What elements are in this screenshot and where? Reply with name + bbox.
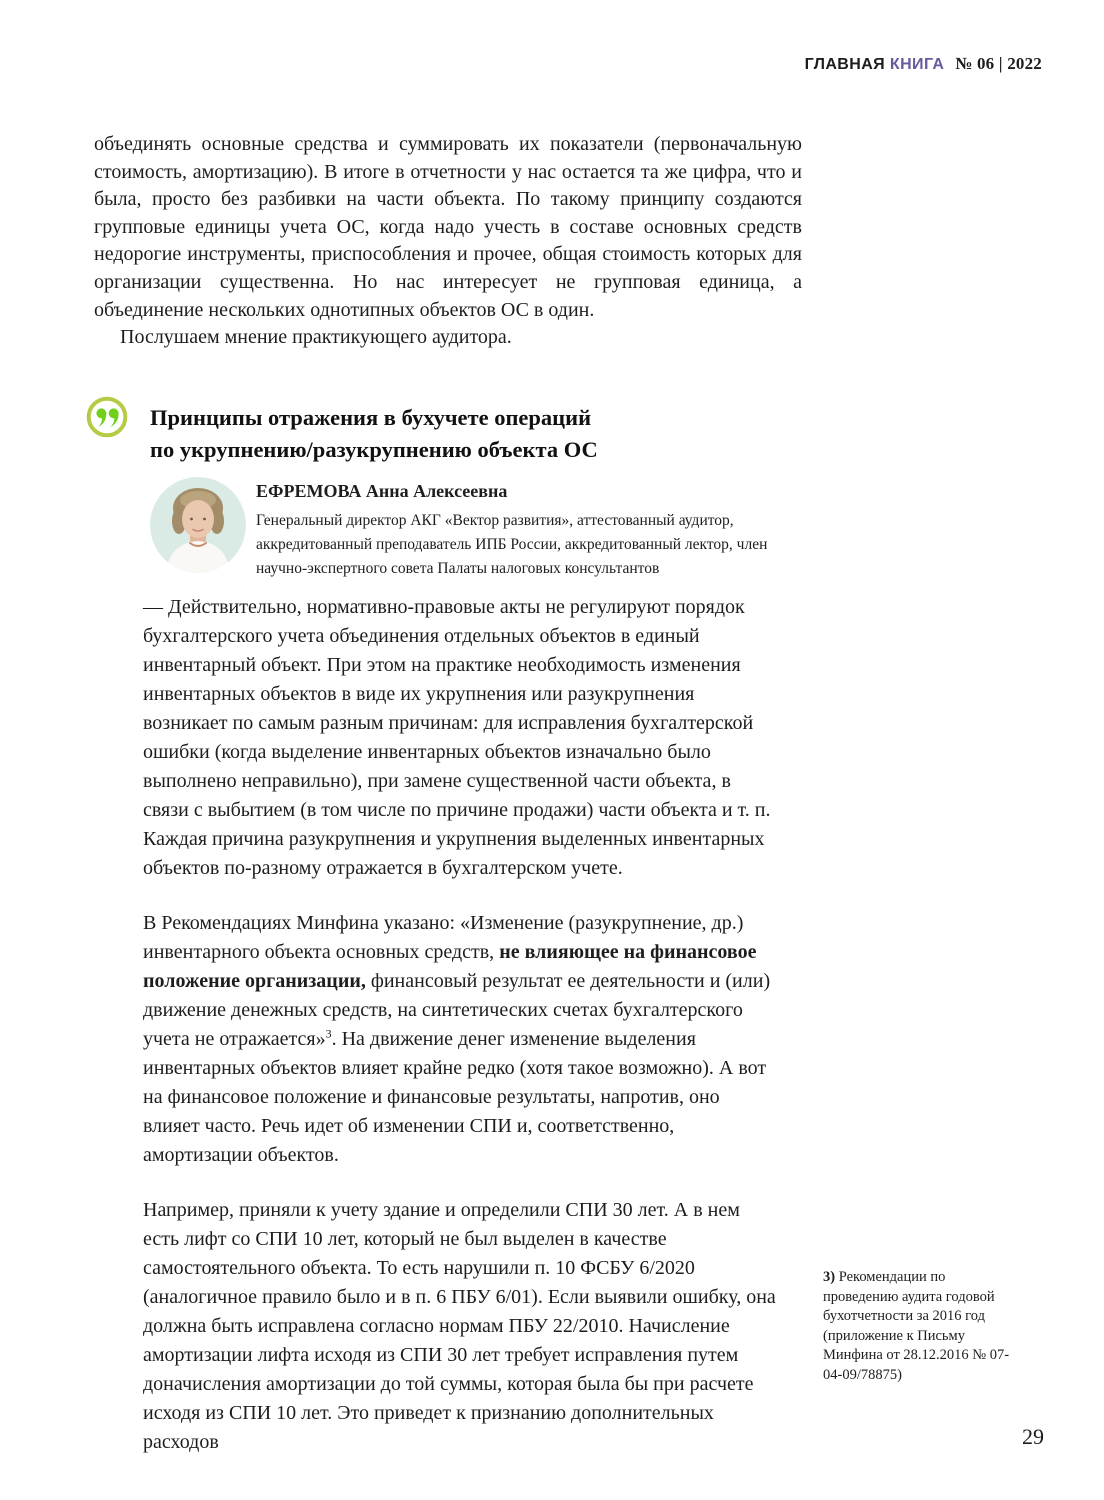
- footnote-marker: 3): [823, 1269, 836, 1285]
- answer-paragraph-2-pre: В Рекомендациях Минфина указано: «Изменение (разукрупнение, др.) инвентарного объекта основных средств,: [143, 912, 744, 963]
- section-heading-line2: по укрупнению/разукрупнению объекта ОС: [150, 437, 598, 462]
- author-photo: [150, 477, 246, 573]
- answer-paragraph-2-bold-emphasis: не влияющее на финансовое положение организации,: [143, 941, 757, 992]
- intro-paragraph-2: Послушаем мнение практикующего аудитора.: [120, 326, 512, 349]
- magazine-title-part1: ГЛАВНАЯ: [804, 56, 886, 73]
- footnote-reference: 3: [325, 1026, 332, 1041]
- answer-paragraph-2-mid: финансовый результат ее деятельности и (или) движение денежных средств, на синтетических счетах бухгалтерского учета не отражается»: [143, 970, 771, 1050]
- quote-icon-svg: [86, 396, 128, 438]
- margin-footnote: [823, 1268, 1011, 1386]
- answer-text: [143, 593, 776, 1483]
- section-heading-line1: Принципы отражения в бухучете операций: [150, 405, 592, 430]
- answer-paragraph-3: Например, приняли к учету здание и определили СПИ 30 лет. А в нем есть лифт со СПИ 10 лет, который не был выделен в качестве самостоятельного объекта. То есть нарушили п. 10 ФСБУ 6/2020 (аналогичное правило было и в п. 6 ПБУ 6/01). Если выявили ошибку, она должна быть исправлена согласно нормам ПБУ 22/2010. Начисление амортизации лифта исходя из СПИ 30 лет требует исправления путем доначисления амортизации до той суммы, которая была бы при расчете исходя из СПИ 10 лет. Это приведет к признанию дополнительных расходов: [143, 1199, 776, 1453]
- author-block: [256, 481, 801, 581]
- author-name: ЕФРЕМОВА Анна Алексеевна: [256, 481, 508, 501]
- intro-text: [94, 131, 802, 352]
- issue-number: № 06 | 2022: [955, 54, 1042, 73]
- answer-paragraph-2: [143, 909, 776, 1170]
- magazine-header: [805, 54, 1042, 74]
- intro-paragraph-1: объединять основные средства и суммировать их показатели (первоначальную стоимость, амортизацию). В итоге в отчетности у нас остается та же цифра, что и была, просто без разбивки на части объекта. По такому принципу создаются групповые единицы учета ОС, когда надо учесть в составе основных средств недорогие инструменты, приспособления и прочее, общая стоимость которых для организации существенна. Но нас интересует не групповая единица, а объединение нескольких однотипных объектов ОС в один.: [94, 133, 802, 321]
- answer-paragraph-1: — Действительно, нормативно-правовые акты не регулируют порядок бухгалтерского учета объединения отдельных объектов в единый инвентарный объект. При этом на практике необходимость изменения инвентарных объектов в виде их укрупнения или разукрупнения возникает по самым разным причинам: для исправления бухгалтерской ошибки (когда выделение инвентарных объектов изначально было выполнено неправильно), при замене существенной части объекта, в связи с выбытием (в том числе по причине продажи) части объекта и т. п. Каждая причина разукрупнения и укрупнения выделенных инвентарных объектов по-разному отражается в бухгалтерском учете.: [143, 596, 771, 879]
- magazine-title-part2: КНИГА: [889, 56, 945, 73]
- author-bio: Генеральный директор АКГ «Вектор развития», аттестованный аудитор, аккредитованный преподаватель ИПБ России, аккредитованный лектор, член научно-экспертного совета Палаты налоговых консультантов: [256, 512, 768, 577]
- section-heading: [150, 402, 770, 466]
- quote-icon: [86, 396, 128, 438]
- answer-paragraph-2-post: . На движение денег изменение выделения инвентарных объектов влияет крайне редко (хотя такое возможно). А вот на финансовое положение и финансовые результаты, напротив, оно влияет часто. Речь идет об изменении СПИ и, соответственно, амортизации объектов.: [143, 1028, 767, 1166]
- footnote-text: Рекомендации по проведению аудита годовой бухотчетности за 2016 год (приложение к Письму Минфина от 28.12.2016 № 07-04-09/78875): [823, 1269, 1010, 1383]
- author-photo-illustration: [150, 477, 246, 573]
- page-number: 29: [1022, 1424, 1044, 1449]
